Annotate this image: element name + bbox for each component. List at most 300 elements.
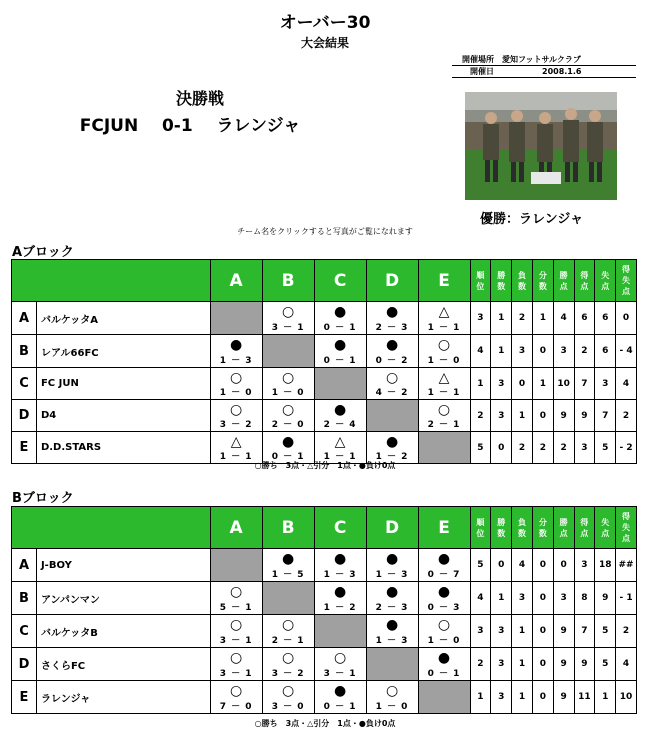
- stat-cell: 3: [553, 335, 574, 368]
- table-row: [12, 615, 637, 648]
- stat-cell: 9: [574, 400, 595, 432]
- match-result-cell: [262, 432, 314, 464]
- column-header-stat: [532, 260, 553, 302]
- stat-cell: 1: [512, 400, 533, 432]
- match-score: 0 － 1: [323, 323, 357, 333]
- stat-header-char: 位: [476, 281, 485, 291]
- result-symbol: ○: [437, 337, 451, 353]
- result-symbol: ○: [281, 683, 295, 699]
- result-symbol: ●: [281, 434, 295, 450]
- match-score: 1 － 0: [271, 388, 305, 398]
- stat-cell: - 2: [616, 432, 637, 464]
- column-header-team: A: [210, 507, 262, 549]
- stat-cell: 4: [470, 335, 491, 368]
- match-score: 3 － 1: [323, 669, 357, 679]
- table-row: [12, 582, 637, 615]
- match-score: 4 － 2: [375, 388, 409, 398]
- column-header-stat: [616, 507, 637, 549]
- stat-cell: 11: [574, 681, 595, 714]
- stat-header-char: 失: [622, 276, 631, 285]
- result-symbol: ●: [333, 304, 347, 320]
- stat-cell: 2: [512, 302, 533, 335]
- result-symbol: ○: [229, 370, 243, 386]
- stat-header-char: 失: [622, 523, 631, 532]
- stat-cell: 5: [595, 432, 616, 464]
- winner-team-photo: [465, 92, 617, 200]
- match-score: 0 － 2: [375, 356, 409, 366]
- column-header-stat: [616, 260, 637, 302]
- result-symbol: ○: [281, 617, 295, 633]
- stat-cell: 3: [512, 582, 533, 615]
- match-result-cell: [366, 368, 418, 400]
- stat-cell: 5: [470, 549, 491, 582]
- column-header-team: E: [418, 507, 470, 549]
- stat-cell: 3: [574, 432, 595, 464]
- stat-cell: 0: [553, 549, 574, 582]
- stat-cell: 0: [532, 335, 553, 368]
- table-row: [12, 549, 637, 582]
- match-result-cell: [210, 681, 262, 714]
- match-result-cell: [366, 681, 418, 714]
- self-match-cell: [210, 549, 262, 582]
- stat-header-char: 失: [601, 270, 610, 280]
- tournament-title: オーバー30: [279, 13, 371, 33]
- match-result-cell: [314, 335, 366, 368]
- stat-cell: 5: [595, 648, 616, 681]
- stat-cell: 0: [532, 615, 553, 648]
- result-symbol: △: [334, 434, 346, 450]
- result-symbol: ○: [229, 650, 243, 666]
- match-result-cell: [366, 582, 418, 615]
- column-header-team: C: [314, 507, 366, 549]
- row-label: C: [12, 615, 37, 648]
- stat-cell: 4: [553, 302, 574, 335]
- team-name-link[interactable]: レアル66FC: [36, 335, 210, 368]
- match-score: 2 － 3: [375, 603, 409, 613]
- column-header-stat: [574, 260, 595, 302]
- stat-header-char: 勝: [497, 270, 506, 280]
- result-symbol: ●: [333, 551, 347, 567]
- date-row: [452, 66, 636, 78]
- self-match-cell: [314, 615, 366, 648]
- result-symbol: ○: [385, 683, 399, 699]
- stat-header-char: 数: [538, 528, 547, 538]
- tournament-subtitle: 大会結果: [300, 36, 349, 50]
- stat-cell: 1: [491, 582, 512, 615]
- stat-cell: 2: [532, 432, 553, 464]
- table-row: [12, 368, 637, 400]
- stat-cell: 1: [532, 368, 553, 400]
- stat-cell: 0: [532, 648, 553, 681]
- result-symbol: ●: [229, 337, 243, 353]
- match-result-cell: [314, 549, 366, 582]
- match-score: 0 － 1: [323, 702, 357, 712]
- match-result-cell: [314, 648, 366, 681]
- stat-header-char: 分: [538, 270, 547, 280]
- table-row: [12, 432, 637, 464]
- self-match-cell: [418, 432, 470, 464]
- stat-cell: 9: [553, 400, 574, 432]
- match-score: 1 － 3: [375, 570, 409, 580]
- column-header-stat: [553, 260, 574, 302]
- match-result-cell: [262, 615, 314, 648]
- result-symbol: ●: [333, 337, 347, 353]
- self-match-cell: [366, 648, 418, 681]
- result-symbol: ●: [385, 434, 399, 450]
- result-symbol: ●: [333, 402, 347, 418]
- stat-header-char: 数: [538, 281, 547, 291]
- result-symbol: ●: [437, 551, 451, 567]
- stat-cell: 8: [574, 582, 595, 615]
- stat-cell: 9: [553, 615, 574, 648]
- stat-cell: 0: [532, 681, 553, 714]
- result-symbol: ●: [437, 650, 451, 666]
- result-symbol: △: [438, 370, 450, 386]
- match-score: 2 － 3: [375, 323, 409, 333]
- stat-header-char: 点: [559, 528, 568, 538]
- stat-cell: 3: [574, 549, 595, 582]
- stat-header-char: 得: [580, 517, 589, 527]
- stat-header-char: 位: [476, 528, 485, 538]
- stat-header-char: 数: [497, 281, 506, 291]
- date-label: 開催日: [470, 67, 494, 76]
- venue-row: [452, 54, 636, 66]
- block-b-legend: ○勝ち 3点・△引分 1点・●負け0点: [254, 719, 396, 728]
- stat-cell: 10: [553, 368, 574, 400]
- stat-header-char: 順: [476, 517, 485, 527]
- stat-cell: 2: [512, 432, 533, 464]
- stat-cell: 9: [574, 648, 595, 681]
- stat-cell: 3: [470, 615, 491, 648]
- match-result-cell: [418, 335, 470, 368]
- match-score: 2 － 4: [323, 420, 357, 430]
- venue-info: [452, 54, 636, 78]
- header-blank-cell: [12, 260, 211, 302]
- match-result-cell: [418, 582, 470, 615]
- stat-cell: 0: [532, 582, 553, 615]
- stat-cell: 0: [491, 432, 512, 464]
- match-score: 2 － 1: [427, 420, 461, 430]
- match-score: 1 － 0: [219, 388, 253, 398]
- stat-header-char: 点: [622, 287, 631, 296]
- result-symbol: △: [438, 304, 450, 320]
- match-result-cell: [262, 302, 314, 335]
- stat-cell: 9: [595, 582, 616, 615]
- stat-cell: 6: [574, 302, 595, 335]
- stat-header-char: 失: [601, 517, 610, 527]
- result-symbol: ○: [281, 304, 295, 320]
- venue-value: 愛知フットサルクラブ: [502, 55, 581, 64]
- stat-cell: 0: [491, 549, 512, 582]
- match-result-cell: [262, 648, 314, 681]
- final-team1: FCJUN: [79, 116, 139, 136]
- match-result-cell: [418, 549, 470, 582]
- match-score: 3 － 0: [271, 702, 305, 712]
- stat-header-char: 数: [518, 528, 527, 538]
- stat-header-char: 得: [622, 512, 631, 521]
- match-score: 1 － 1: [323, 452, 357, 462]
- photo-hint: チーム名をクリックすると写真がご覧になれます: [237, 227, 413, 236]
- stat-cell: 7: [595, 400, 616, 432]
- result-symbol: ○: [333, 650, 347, 666]
- row-label: A: [12, 302, 37, 335]
- match-score: 1 － 2: [323, 603, 357, 613]
- row-label: E: [12, 681, 37, 714]
- match-score: 1 － 5: [271, 570, 305, 580]
- column-header-stat: [595, 507, 616, 549]
- block-a-legend: ○勝ち 3点・△引分 1点・●負け0点: [254, 461, 396, 470]
- table-row: [12, 335, 637, 368]
- result-symbol: ○: [385, 370, 399, 386]
- stat-cell: 2: [470, 400, 491, 432]
- match-score: 3 － 1: [271, 323, 305, 333]
- match-score: 1 － 3: [323, 570, 357, 580]
- stat-cell: 0: [512, 368, 533, 400]
- stat-cell: 4: [616, 368, 637, 400]
- result-symbol: ○: [281, 370, 295, 386]
- result-symbol: ○: [229, 402, 243, 418]
- match-score: 1 － 0: [427, 356, 461, 366]
- match-result-cell: [314, 582, 366, 615]
- match-result-cell: [418, 648, 470, 681]
- match-score: 1 － 1: [427, 388, 461, 398]
- result-symbol: ○: [437, 617, 451, 633]
- column-header-team: B: [262, 260, 314, 302]
- stat-cell: 0: [532, 549, 553, 582]
- match-result-cell: [366, 432, 418, 464]
- team-name-link[interactable]: FC JUN: [36, 368, 210, 400]
- stat-cell: 1: [512, 681, 533, 714]
- match-result-cell: [210, 368, 262, 400]
- self-match-cell: [262, 582, 314, 615]
- final-score: 0-1: [161, 116, 193, 136]
- final-label: 決勝戦: [175, 89, 224, 108]
- result-symbol: ●: [437, 584, 451, 600]
- team-name-link[interactable]: さくらFC: [36, 648, 210, 681]
- match-score: 0 － 1: [271, 452, 305, 462]
- stat-cell: 3: [595, 368, 616, 400]
- stat-cell: 9: [553, 648, 574, 681]
- result-symbol: ○: [229, 683, 243, 699]
- stat-cell: 3: [491, 400, 512, 432]
- stat-cell: 10: [616, 681, 637, 714]
- block-a-title: Aブロック: [12, 245, 74, 260]
- stat-cell: 7: [574, 615, 595, 648]
- column-header-stat: [512, 507, 533, 549]
- match-result-cell: [262, 549, 314, 582]
- match-result-cell: [262, 368, 314, 400]
- column-header-team: E: [418, 260, 470, 302]
- column-header-stat: [470, 260, 491, 302]
- stat-cell: 0: [616, 302, 637, 335]
- match-score: 1 － 1: [427, 323, 461, 333]
- stat-header-char: 点: [580, 281, 589, 291]
- stat-cell: 1: [512, 648, 533, 681]
- self-match-cell: [366, 400, 418, 432]
- stat-cell: 3: [491, 368, 512, 400]
- match-result-cell: [210, 615, 262, 648]
- match-score: 1 － 3: [219, 356, 253, 366]
- stat-cell: ##: [616, 549, 637, 582]
- self-match-cell: [262, 335, 314, 368]
- column-header-stat: [491, 260, 512, 302]
- column-header-stat: [574, 507, 595, 549]
- stat-cell: - 4: [616, 335, 637, 368]
- match-score: 2 － 0: [271, 420, 305, 430]
- match-score: 1 － 1: [219, 452, 253, 462]
- match-score: 0 － 7: [427, 570, 461, 580]
- column-header-team: A: [210, 260, 262, 302]
- match-score: 0 － 1: [323, 356, 357, 366]
- venue-label: 開催場所: [462, 55, 494, 64]
- result-symbol: ●: [385, 584, 399, 600]
- match-result-cell: [366, 302, 418, 335]
- team-name-link[interactable]: D.D.STARS: [36, 432, 210, 464]
- stat-cell: 3: [512, 335, 533, 368]
- stat-cell: 1: [491, 335, 512, 368]
- stat-cell: 4: [470, 582, 491, 615]
- result-symbol: ●: [385, 617, 399, 633]
- stat-cell: 5: [470, 432, 491, 464]
- match-score: 3 － 1: [219, 669, 253, 679]
- row-label: B: [12, 582, 37, 615]
- match-result-cell: [314, 302, 366, 335]
- table-row: [12, 302, 637, 335]
- match-result-cell: [366, 615, 418, 648]
- column-header-stat: [512, 260, 533, 302]
- match-score: 3 － 2: [271, 669, 305, 679]
- stat-cell: 1: [491, 302, 512, 335]
- match-score: 7 － 0: [219, 702, 253, 712]
- block-b-table: [11, 506, 637, 714]
- stat-header-char: 点: [601, 281, 610, 291]
- date-value: 2008.1.6: [542, 67, 582, 76]
- stat-cell: 1: [470, 681, 491, 714]
- block-a-table: [11, 259, 637, 464]
- row-label: A: [12, 549, 37, 582]
- column-header-stat: [491, 507, 512, 549]
- match-score: 0 － 1: [427, 669, 461, 679]
- stat-header-char: 得: [622, 265, 631, 274]
- team-name-link[interactable]: J-BOY: [36, 549, 210, 582]
- stat-cell: 1: [532, 302, 553, 335]
- stat-header-char: 数: [497, 528, 506, 538]
- match-score: 1 － 2: [375, 452, 409, 462]
- match-result-cell: [418, 615, 470, 648]
- match-score: 3 － 1: [219, 636, 253, 646]
- stat-cell: 2: [616, 615, 637, 648]
- column-header-stat: [532, 507, 553, 549]
- match-result-cell: [262, 681, 314, 714]
- stat-cell: 3: [491, 615, 512, 648]
- self-match-cell: [418, 681, 470, 714]
- stat-header-char: 勝: [559, 270, 568, 280]
- stat-header-char: 得: [580, 270, 589, 280]
- row-label: B: [12, 335, 37, 368]
- match-score: 5 － 1: [219, 603, 253, 613]
- result-symbol: ●: [385, 304, 399, 320]
- match-result-cell: [210, 400, 262, 432]
- stat-cell: 6: [595, 335, 616, 368]
- match-result-cell: [366, 335, 418, 368]
- self-match-cell: [210, 302, 262, 335]
- stat-header-char: 負: [518, 517, 527, 527]
- self-match-cell: [314, 368, 366, 400]
- column-header-team: D: [366, 507, 418, 549]
- match-score: 0 － 3: [427, 603, 461, 613]
- stat-header-char: 負: [518, 270, 527, 280]
- team-name-link[interactable]: バルケッタB: [36, 615, 210, 648]
- stat-header-char: 勝: [559, 517, 568, 527]
- stat-cell: 1: [595, 681, 616, 714]
- stat-cell: 0: [532, 400, 553, 432]
- result-symbol: ●: [385, 551, 399, 567]
- match-score: 3 － 2: [219, 420, 253, 430]
- stat-header-char: 点: [580, 528, 589, 538]
- stat-cell: 3: [491, 648, 512, 681]
- row-label: D: [12, 400, 37, 432]
- column-header-team: D: [366, 260, 418, 302]
- table-row: [12, 648, 637, 681]
- team-name-link[interactable]: アンパンマン: [36, 582, 210, 615]
- team-name-link[interactable]: D4: [36, 400, 210, 432]
- stat-header-char: 点: [601, 528, 610, 538]
- match-score: 1 － 0: [427, 636, 461, 646]
- stat-header-char: 数: [518, 281, 527, 291]
- stat-cell: 18: [595, 549, 616, 582]
- result-symbol: ○: [437, 402, 451, 418]
- row-label: D: [12, 648, 37, 681]
- result-symbol: △: [230, 434, 242, 450]
- row-label: C: [12, 368, 37, 400]
- stat-header-char: 勝: [497, 517, 506, 527]
- stat-cell: 3: [491, 681, 512, 714]
- stat-header-char: 分: [538, 517, 547, 527]
- stat-cell: 4: [616, 648, 637, 681]
- match-result-cell: [418, 368, 470, 400]
- result-symbol: ○: [229, 584, 243, 600]
- match-result-cell: [418, 400, 470, 432]
- table-row: [12, 400, 637, 432]
- match-result-cell: [210, 335, 262, 368]
- match-result-cell: [314, 681, 366, 714]
- table-header-row: [12, 260, 637, 302]
- result-symbol: ●: [385, 337, 399, 353]
- column-header-team: C: [314, 260, 366, 302]
- team-name-link[interactable]: ラレンジャ: [36, 681, 210, 714]
- stat-header-char: 点: [622, 534, 631, 543]
- stat-cell: 3: [470, 302, 491, 335]
- block-b-title: Bブロック: [12, 491, 74, 506]
- match-score: 2 － 1: [271, 636, 305, 646]
- header-blank-cell: [12, 507, 211, 549]
- stat-cell: 2: [470, 648, 491, 681]
- team-name-link[interactable]: バルケッタA: [36, 302, 210, 335]
- column-header-stat: [595, 260, 616, 302]
- stat-cell: 2: [616, 400, 637, 432]
- result-symbol: ○: [281, 650, 295, 666]
- table-header-row: [12, 507, 637, 549]
- team-photo-image: [465, 92, 617, 200]
- winner-label: 優勝：ラレンジャ: [480, 212, 584, 227]
- stat-cell: 6: [595, 302, 616, 335]
- row-label: E: [12, 432, 37, 464]
- stat-cell: 5: [595, 615, 616, 648]
- stat-cell: 1: [512, 615, 533, 648]
- result-symbol: ●: [281, 551, 295, 567]
- match-result-cell: [210, 582, 262, 615]
- stat-cell: - 1: [616, 582, 637, 615]
